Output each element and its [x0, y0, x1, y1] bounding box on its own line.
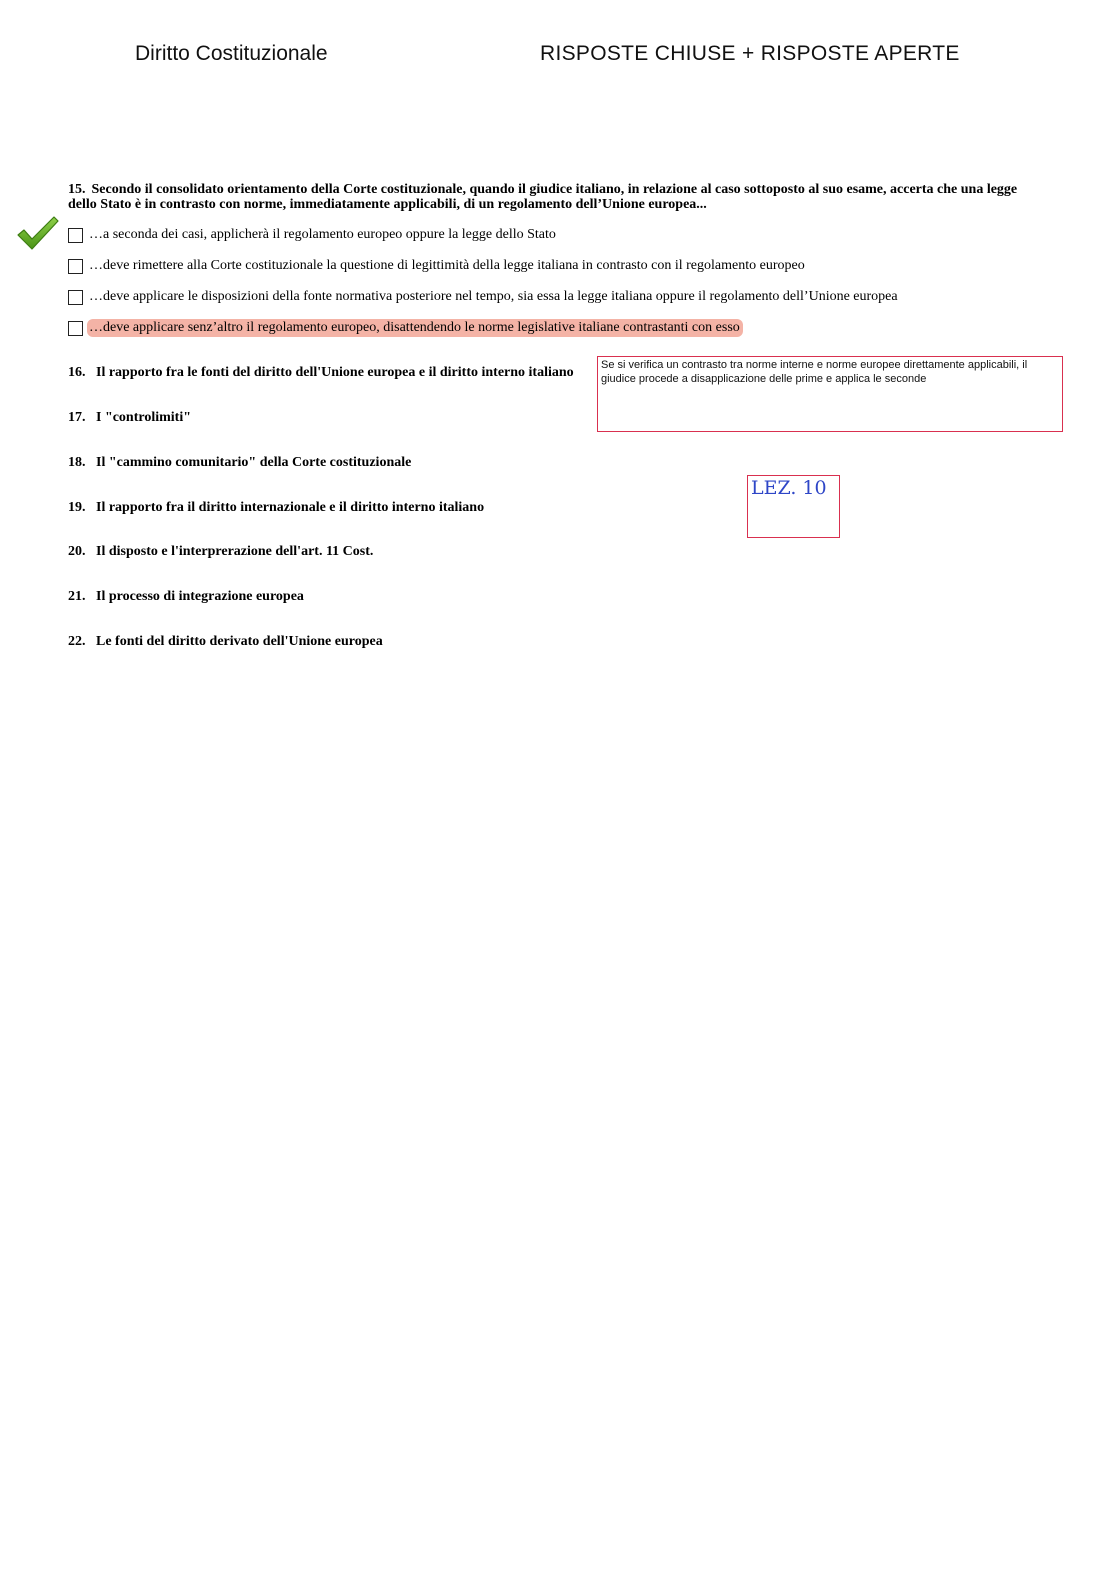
question-text: Il rapporto fra il diritto internazionale e il diritto interno italiano — [96, 500, 485, 515]
question-number: 17. — [68, 410, 86, 425]
lesson-label-box[interactable]: LEZ. 10 — [747, 475, 840, 538]
question-number: 20. — [68, 544, 86, 559]
open-question-20 — [68, 544, 373, 560]
option-text: …a seconda dei casi, applicherà il regolamento europeo oppure la legge dello Stato — [89, 227, 556, 242]
option-3[interactable] — [68, 287, 901, 307]
answer-note-box[interactable]: Se si verifica un contrasto tra norme interne e norme europee direttamente applicabili, il giudice procede a disapplicazione delle prime e applica le seconde — [597, 356, 1063, 432]
checkbox[interactable] — [68, 290, 83, 305]
option-text-highlighted: …deve applicare senz’altro il regolamento europeo, disattendendo le norme legislative italiane contrastanti con esso — [87, 319, 743, 337]
question-number: 16. — [68, 365, 86, 380]
question-number: 21. — [68, 589, 86, 604]
question-text: Il processo di integrazione europea — [96, 589, 304, 604]
checkbox[interactable] — [68, 228, 83, 243]
option-4[interactable] — [68, 318, 743, 338]
question-number: 19. — [68, 500, 86, 515]
check-icon — [16, 214, 60, 252]
question-text: Il rapporto fra le fonti del diritto dell'Unione europea e il diritto interno italiano — [96, 365, 574, 380]
question-text: I "controlimiti" — [96, 410, 191, 425]
open-question-17 — [68, 410, 191, 426]
open-question-16 — [68, 365, 574, 381]
question-number: 15. — [68, 182, 86, 197]
header-subject: Diritto Costituzionale — [135, 42, 328, 65]
open-question-18 — [68, 455, 411, 471]
question-number: 18. — [68, 455, 86, 470]
option-2[interactable] — [68, 256, 808, 276]
open-question-21 — [68, 589, 304, 605]
question-text: Le fonti del diritto derivato dell'Unione europea — [96, 634, 383, 649]
open-question-22 — [68, 634, 383, 650]
question-number: 22. — [68, 634, 86, 649]
question-text: Secondo il consolidato orientamento della Corte costituzionale, quando il giudice italiano, in relazione al caso sottoposto al suo esame, accerta che una legge dello Stato è in contrasto con norme, immediatamente applicabili, di un regolamento dell’Unione europea... — [68, 182, 1018, 212]
question-text: Il "cammino comunitario" della Corte costituzionale — [96, 455, 412, 470]
checkbox[interactable] — [68, 259, 83, 274]
option-1[interactable] — [68, 225, 559, 245]
checkbox[interactable] — [68, 321, 83, 336]
question-15 — [68, 182, 1048, 212]
header-doc-type: RISPOSTE CHIUSE + RISPOSTE APERTE — [540, 42, 960, 65]
option-text: …deve applicare le disposizioni della fonte normativa posteriore nel tempo, sia essa la legge italiana oppure il regolamento dell’Unione europea — [89, 289, 898, 304]
open-question-19 — [68, 500, 484, 516]
option-text: …deve rimettere alla Corte costituzionale la questione di legittimità della legge italiana in contrasto con il regolamento europeo — [89, 258, 805, 273]
question-text: Il disposto e l'interprerazione dell'art. 11 Cost. — [96, 544, 374, 559]
